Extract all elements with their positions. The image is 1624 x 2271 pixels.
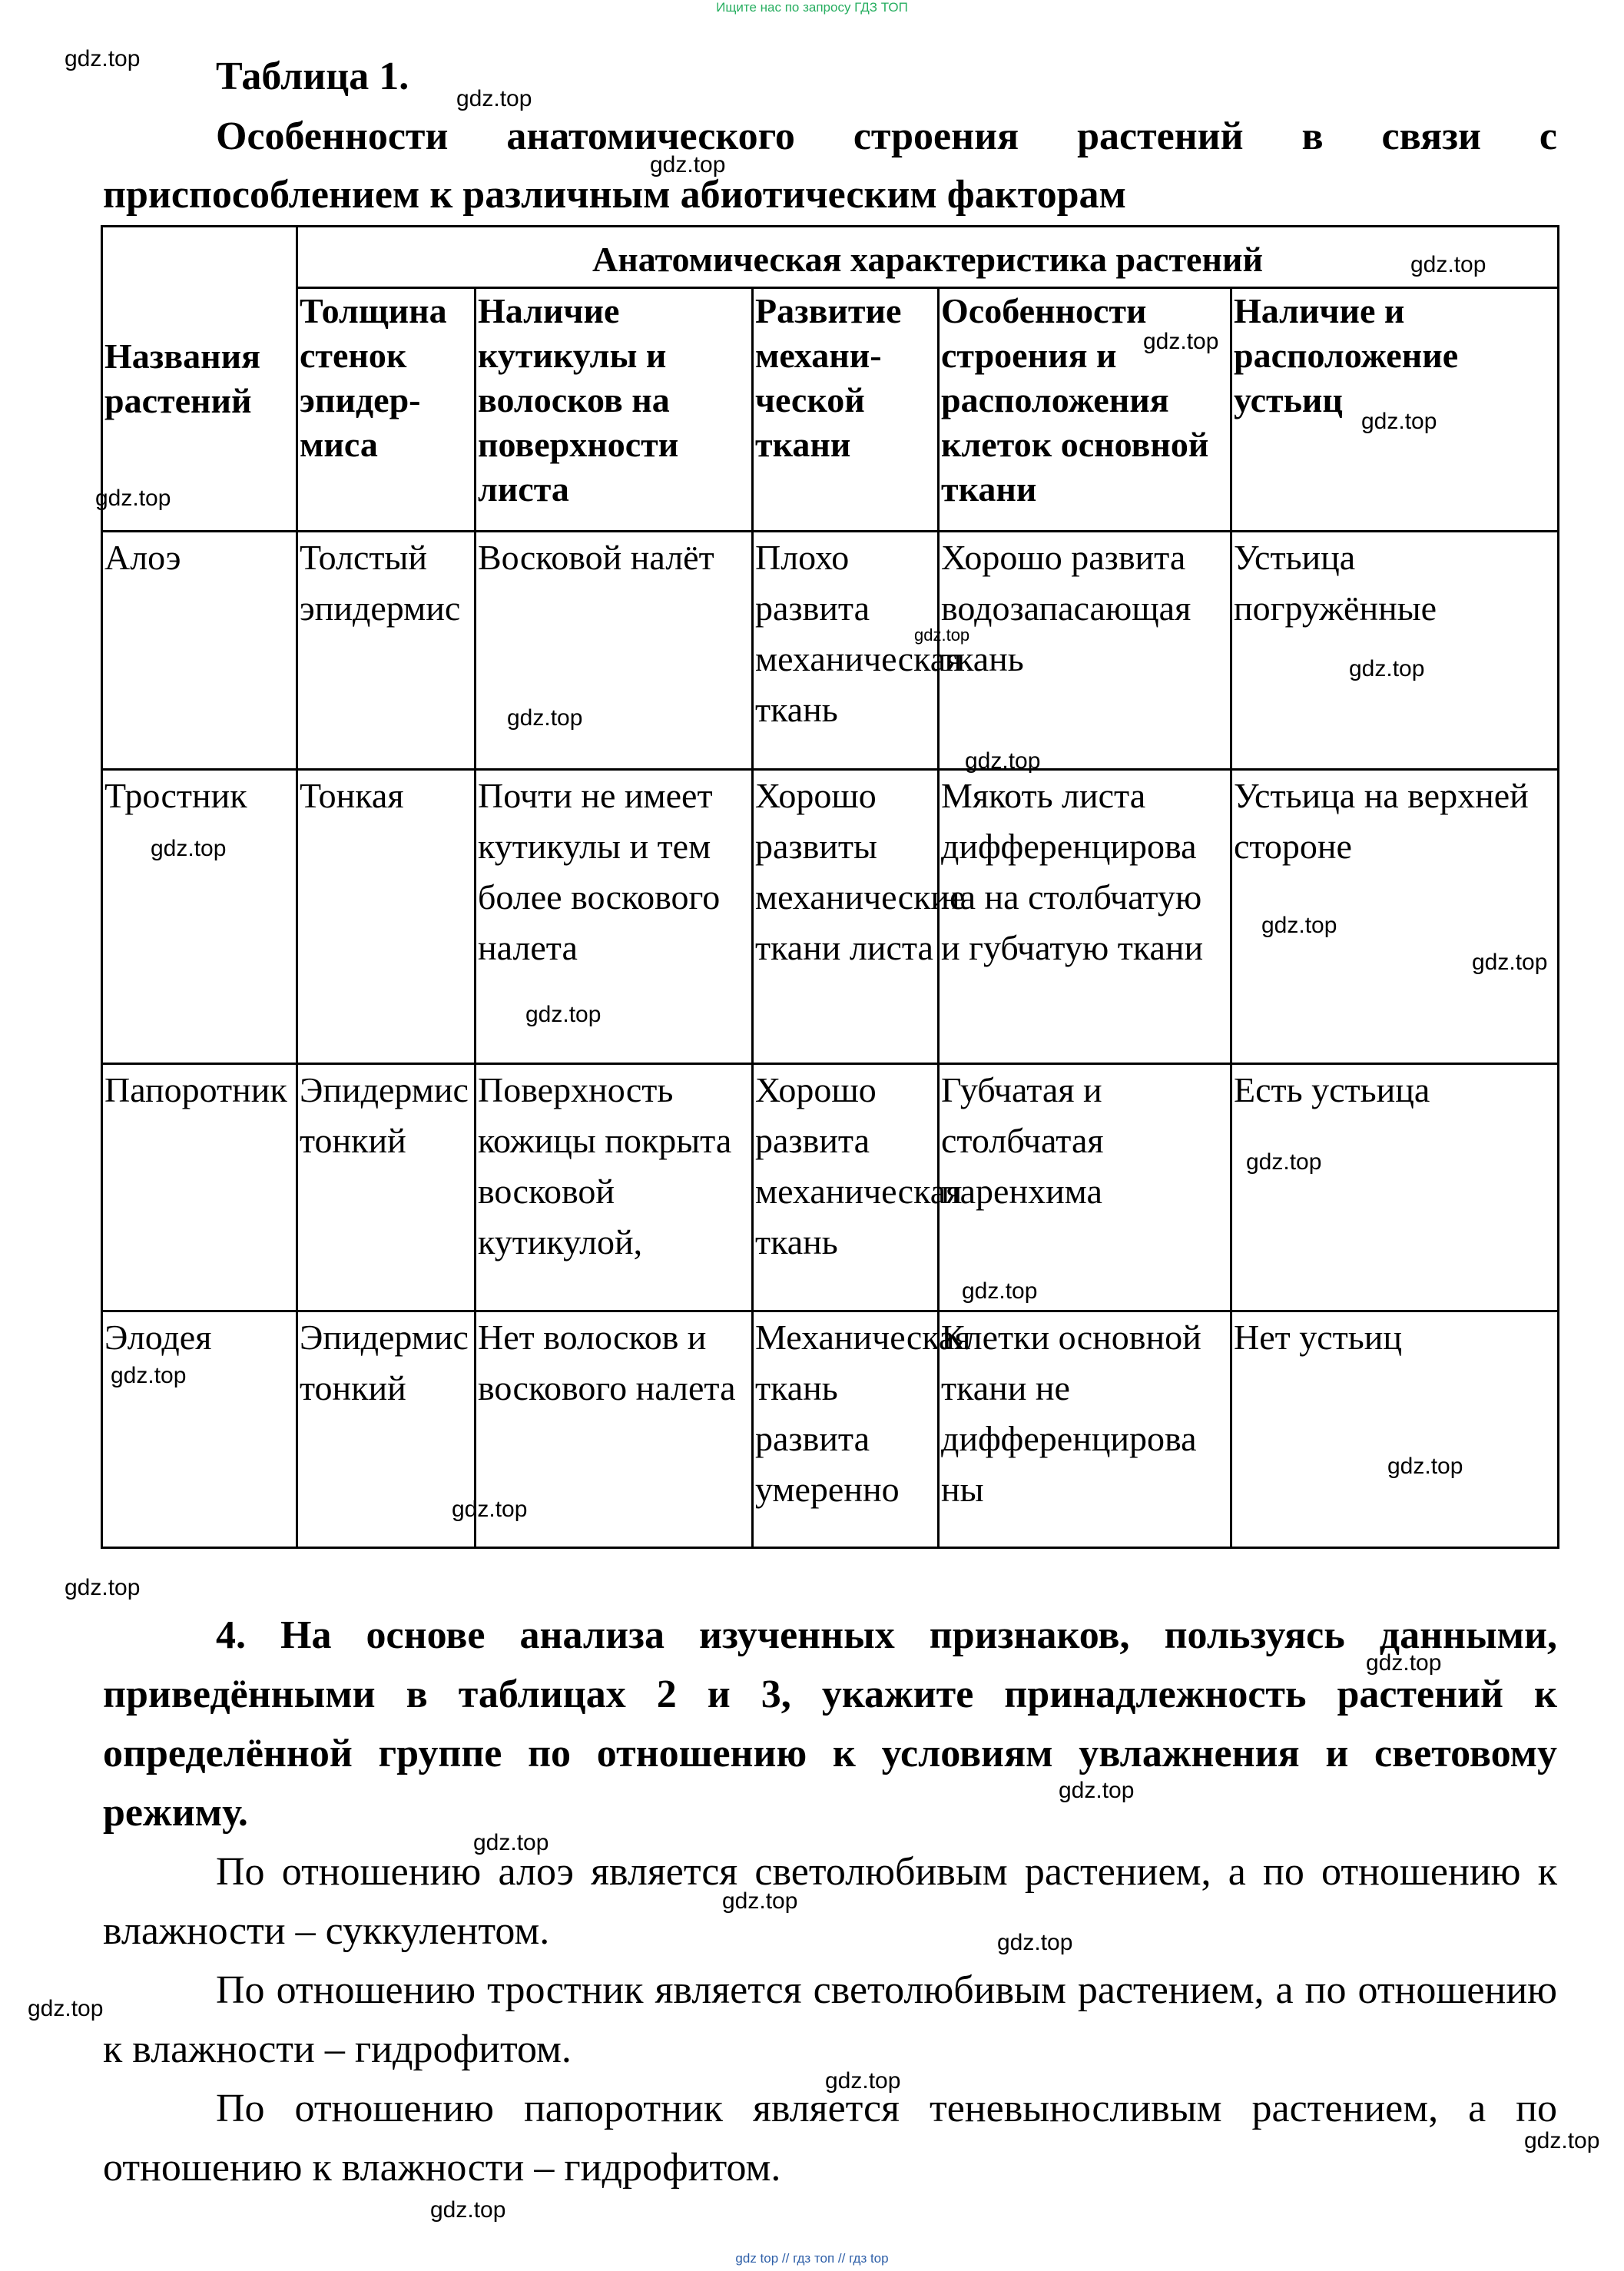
cell-plant-name: Алоэ [102, 532, 297, 770]
cell-epidermis: Эпидермис тонкий [297, 1064, 476, 1311]
watermark: gdz.top [962, 1278, 1038, 1304]
table-heading [103, 108, 1557, 224]
watermark: gdz.top [1472, 950, 1548, 975]
cell-mechanical: Плохо развита механическая ткань [753, 532, 939, 770]
header-col-stomata: Наличие и расположение устьиц [1231, 288, 1559, 532]
table-header-row-2 [102, 288, 1559, 532]
watermark: gdz.top [650, 152, 726, 177]
header-col-mechanical: Развитие механи-ческой ткани [753, 288, 939, 532]
bottom-note: gdz top // гдз топ // гдз top [735, 2251, 889, 2266]
answer-text: По отношению алоэ является светолюбивым растением, а по отношению к влажности – суккулентом. [103, 1850, 1557, 1953]
header-plant-names: Названия растений [102, 227, 297, 532]
heading-line-1: Особенности анатомического строения растений в связи с [216, 114, 1557, 158]
watermark: gdz.top [95, 486, 171, 511]
cell-epidermis: Эпидермис тонкий [297, 1311, 476, 1548]
watermark: gdz.top [151, 836, 227, 861]
cell-epidermis: Толстый эпидермис [297, 532, 476, 770]
header-col-epidermis: Толщина стенок эпидер-миса [297, 288, 476, 532]
watermark: gdz.top [525, 1002, 602, 1027]
watermark: gdz.top [452, 1497, 528, 1522]
table-row-aloe [102, 532, 1559, 770]
table-header-row-1 [102, 227, 1559, 288]
watermark: gdz.top [722, 1888, 798, 1914]
table-title: Таблица 1. [216, 55, 409, 98]
header-anatomy-group: Анатомическая характеристика растений [297, 227, 1559, 288]
header-col-ground-tissue: Особенности строения и расположения клеток основной ткани [939, 288, 1231, 532]
watermark: gdz.top [1524, 2128, 1600, 2153]
watermark: gdz.top [1059, 1778, 1135, 1803]
cell-plant-name: Папоротник [102, 1064, 297, 1311]
watermark: gdz.top [1261, 913, 1337, 938]
watermark: gdz.top [1410, 252, 1486, 277]
top-note: Ищите нас по запросу ГДЗ ТОП [716, 0, 908, 15]
cell-plant-name: Тростник [102, 770, 297, 1064]
cell-stomata: Устьица погружённые [1231, 532, 1559, 770]
cell-cuticle: Поверхность кожицы покрыта восковой кутикулой, [476, 1064, 753, 1311]
watermark: gdz.top [1349, 656, 1425, 681]
table-row-fern [102, 1064, 1559, 1311]
watermark: gdz.top [1246, 1149, 1322, 1175]
answer-aloe [103, 1842, 1557, 1961]
task-text: 4. На основе анализа изученных признаков, пользуясь данными, приведёнными в таблицах 2 и 3, укажите принадлежность растений к определённой группе по отношению к условиям увлажнения и световому режиму. [103, 1613, 1557, 1835]
cell-ground-tissue: Клетки основной ткани не дифференцирова ны [939, 1311, 1231, 1548]
cell-stomata: Устьица на верхней стороне [1231, 770, 1559, 1064]
cell-mechanical: Хорошо развита механическая ткань [753, 1064, 939, 1311]
watermark: gdz.top [997, 1930, 1073, 1955]
cell-cuticle: Восковой налёт [476, 532, 753, 770]
watermark: gdz.top [111, 1363, 187, 1388]
cell-ground-tissue: Губчатая и столбчатая паренхима [939, 1064, 1231, 1311]
cell-ground-tissue: Хорошо развита водозапасающая ткань [939, 532, 1231, 770]
answer-reed [103, 1961, 1557, 2079]
watermark: gdz.top [28, 1996, 104, 2021]
cell-stomata: Есть устьица [1231, 1064, 1559, 1311]
header-col-cuticle: Наличие кутикулы и волосков на поверхности листа [476, 288, 753, 532]
heading-line-2: приспособлением к различным абиотическим факторам [103, 173, 1126, 217]
watermark: gdz.top [1366, 1650, 1442, 1676]
watermark: gdz.top [65, 1575, 141, 1600]
watermark: gdz.top [1361, 409, 1437, 434]
watermark: gdz.top [473, 1830, 549, 1855]
cell-mechanical: Хорошо развиты механические ткани листа [753, 770, 939, 1064]
anatomy-table [101, 225, 1559, 1549]
watermark: gdz.top [430, 2197, 506, 2223]
watermark: gdz.top [1143, 329, 1219, 354]
watermark: gdz.top [825, 2068, 901, 2094]
answer-text: По отношению тростник является светолюбивым растением, а по отношению к влажности – гидрофитом. [103, 1968, 1557, 2071]
watermark: gdz.top [456, 86, 532, 111]
cell-stomata: Нет устьиц [1231, 1311, 1559, 1548]
table-row-reed [102, 770, 1559, 1064]
cell-cuticle: Почти не имеет кутикулы и тем более воскового налета [476, 770, 753, 1064]
watermark: gdz.top [965, 748, 1041, 774]
watermark: gdz.top [1387, 1454, 1463, 1479]
task-4 [103, 1606, 1557, 1842]
table-row-elodea [102, 1311, 1559, 1548]
answer-fern [103, 2079, 1557, 2197]
cell-cuticle: Нет волосков и воскового налета [476, 1311, 753, 1548]
cell-epidermis: Тонкая [297, 770, 476, 1064]
cell-plant-name: Элодея [102, 1311, 297, 1548]
watermark: gdz.top [65, 46, 141, 71]
cell-ground-tissue: Мякоть листа дифференцирова на на столбчатую и губчатую ткани [939, 770, 1231, 1064]
answer-text: По отношению папоротник является теневыносливым растением, а по отношению к влажности – гидрофитом. [103, 2087, 1557, 2190]
cell-mechanical: Механическая ткань развита умеренно [753, 1311, 939, 1548]
watermark: gdz.top [507, 705, 583, 731]
watermark: gdz.top [914, 625, 970, 645]
